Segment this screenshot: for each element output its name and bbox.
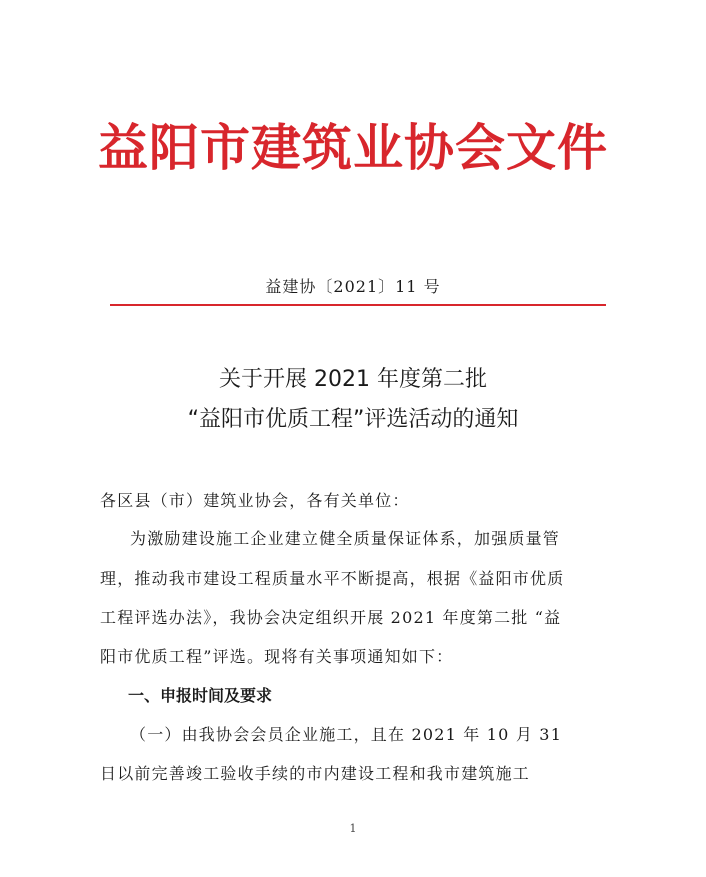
section-1-heading: 一、申报时间及要求 [128, 686, 273, 705]
document-subject-line-1: 关于开展 2021 年度第二批 [219, 367, 487, 392]
paragraph-1-line-3: 工程评选办法》，我协会决定组织开展 2021 年度第二批 “益 [100, 608, 562, 627]
item-1-line-1: （一）由我协会会员企业施工，且在 2021 年 10 月 31 [130, 725, 563, 744]
red-divider-line [110, 304, 606, 306]
paragraph-1-line-1: 为激励建设施工企业建立健全质量保证体系，加强质量管 [130, 529, 561, 548]
paragraph-1-line-2: 理，推动我市建设工程质量水平不断提高，根据《益阳市优质 [100, 569, 565, 588]
salutation: 各区县（市）建筑业协会，各有关单位： [100, 491, 410, 510]
document-number: 益建协〔2021〕11 号 [265, 277, 441, 296]
item-1-line-2: 日以前完善竣工验收手续的市内建设工程和我市建筑施工 [100, 764, 531, 783]
paragraph-1-line-4: 阳市优质工程”评选。现将有关事项通知如下： [100, 647, 454, 666]
page-number: 1 [349, 822, 357, 835]
document-subject-line-2: “益阳市优质工程”评选活动的通知 [187, 407, 519, 432]
document-header-title: 益阳市建筑业协会文件 [98, 118, 608, 177]
